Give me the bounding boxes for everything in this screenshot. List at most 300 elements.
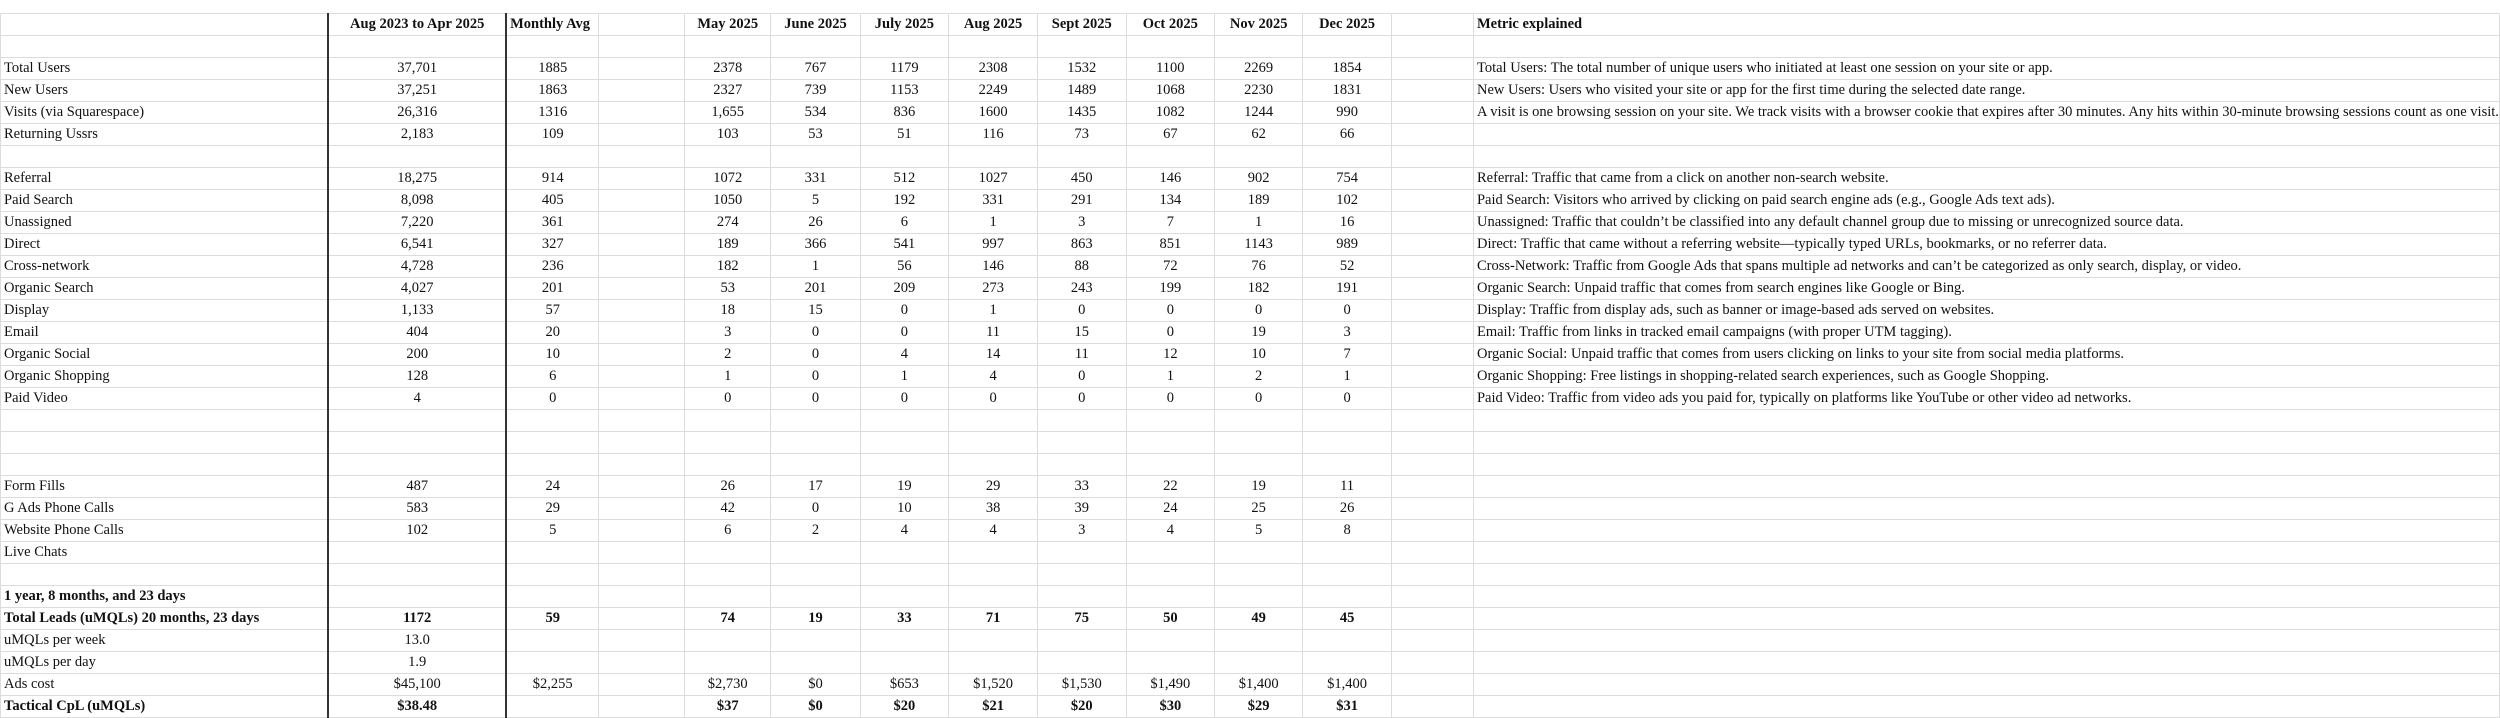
month-value-cell[interactable]: 291 [1037, 190, 1126, 212]
spacer-cell[interactable] [1391, 58, 1473, 80]
monthly-avg-cell[interactable] [506, 410, 599, 432]
month-value-cell[interactable] [949, 630, 1038, 652]
spacer-cell[interactable] [1391, 366, 1473, 388]
month-value-cell[interactable] [685, 630, 771, 652]
month-value-cell[interactable]: 146 [949, 256, 1038, 278]
month-value-cell[interactable]: 2269 [1214, 58, 1303, 80]
blank-cell[interactable] [599, 124, 685, 146]
monthly-avg-cell[interactable]: 29 [506, 498, 599, 520]
month-value-cell[interactable]: 0 [771, 366, 860, 388]
header-cell-month[interactable]: Oct 2025 [1126, 14, 1214, 36]
month-value-cell[interactable]: 0 [860, 322, 949, 344]
month-value-cell[interactable]: 1050 [685, 190, 771, 212]
month-value-cell[interactable]: 102 [1303, 190, 1391, 212]
month-value-cell[interactable] [771, 586, 860, 608]
month-value-cell[interactable] [685, 36, 771, 58]
month-value-cell[interactable]: 76 [1214, 256, 1303, 278]
metric-explained-cell[interactable]: Unassigned: Traffic that couldn’t be classified into any default channel group due to missing or unrecognized source data. [1473, 212, 2499, 234]
month-value-cell[interactable] [771, 652, 860, 674]
row-label-cell[interactable]: Organic Social [1, 344, 329, 366]
spacer-cell[interactable] [1391, 190, 1473, 212]
blank-cell[interactable] [599, 322, 685, 344]
metric-explained-cell[interactable]: New Users: Users who visited your site or app for the first time during the selected date range. [1473, 80, 2499, 102]
month-value-cell[interactable]: 52 [1303, 256, 1391, 278]
month-value-cell[interactable] [1214, 630, 1303, 652]
month-value-cell[interactable]: 0 [771, 322, 860, 344]
spacer-cell[interactable] [1391, 388, 1473, 410]
month-value-cell[interactable] [1037, 586, 1126, 608]
month-value-cell[interactable] [1126, 542, 1214, 564]
month-value-cell[interactable]: 3 [685, 322, 771, 344]
metric-explained-cell[interactable]: Cross-Network: Traffic from Google Ads that spans multiple ad networks and can’t be categorized as only search, display, or video. [1473, 256, 2499, 278]
month-value-cell[interactable] [1303, 432, 1391, 454]
month-value-cell[interactable]: 534 [771, 102, 860, 124]
month-value-cell[interactable] [949, 36, 1038, 58]
total-cell[interactable]: 4,027 [328, 278, 506, 300]
spacer-cell[interactable] [1391, 476, 1473, 498]
row-label-cell[interactable] [1, 410, 329, 432]
total-cell[interactable]: 102 [328, 520, 506, 542]
metric-explained-cell[interactable] [1473, 454, 2499, 476]
blank-cell[interactable] [599, 168, 685, 190]
total-cell[interactable]: 1,133 [328, 300, 506, 322]
metric-explained-cell[interactable] [1473, 432, 2499, 454]
month-value-cell[interactable]: 0 [949, 388, 1038, 410]
month-value-cell[interactable] [771, 564, 860, 586]
month-value-cell[interactable]: 11 [949, 322, 1038, 344]
month-value-cell[interactable] [860, 36, 949, 58]
month-value-cell[interactable]: 989 [1303, 234, 1391, 256]
month-value-cell[interactable]: 1068 [1126, 80, 1214, 102]
blank-cell[interactable] [599, 520, 685, 542]
total-cell[interactable] [328, 146, 506, 168]
month-value-cell[interactable]: 1244 [1214, 102, 1303, 124]
month-value-cell[interactable]: 0 [1303, 388, 1391, 410]
month-value-cell[interactable]: 71 [949, 608, 1038, 630]
blank-cell[interactable] [599, 432, 685, 454]
month-value-cell[interactable]: 6 [685, 520, 771, 542]
month-value-cell[interactable]: $1,400 [1214, 674, 1303, 696]
month-value-cell[interactable]: 0 [771, 388, 860, 410]
metric-explained-cell[interactable]: Total Users: The total number of unique users who initiated at least one session on your site or app. [1473, 58, 2499, 80]
spacer-cell[interactable] [1391, 608, 1473, 630]
month-value-cell[interactable]: 243 [1037, 278, 1126, 300]
month-value-cell[interactable]: 19 [771, 608, 860, 630]
month-value-cell[interactable]: $0 [771, 696, 860, 718]
month-value-cell[interactable] [685, 586, 771, 608]
blank-cell[interactable] [599, 80, 685, 102]
month-value-cell[interactable]: 33 [860, 608, 949, 630]
month-value-cell[interactable]: 26 [771, 212, 860, 234]
row-label-cell[interactable]: Unassigned [1, 212, 329, 234]
metric-explained-cell[interactable] [1473, 146, 2499, 168]
month-value-cell[interactable] [1214, 432, 1303, 454]
month-value-cell[interactable] [1303, 146, 1391, 168]
row-label-cell[interactable]: Live Chats [1, 542, 329, 564]
spacer-cell[interactable] [1391, 542, 1473, 564]
month-value-cell[interactable] [685, 564, 771, 586]
month-value-cell[interactable]: 754 [1303, 168, 1391, 190]
monthly-avg-cell[interactable]: 20 [506, 322, 599, 344]
metric-explained-cell[interactable]: A visit is one browsing session on your site. We track visits with a browser cookie that expires after 30 minutes. Any hits within 30-minute browsing sessions count as one visit. [1473, 102, 2499, 124]
month-value-cell[interactable]: 6 [860, 212, 949, 234]
blank-cell[interactable] [599, 102, 685, 124]
row-label-cell[interactable] [1, 36, 329, 58]
month-value-cell[interactable]: 45 [1303, 608, 1391, 630]
month-value-cell[interactable]: 53 [771, 124, 860, 146]
month-value-cell[interactable] [685, 454, 771, 476]
month-value-cell[interactable]: $31 [1303, 696, 1391, 718]
month-value-cell[interactable]: 0 [1037, 388, 1126, 410]
month-value-cell[interactable] [949, 652, 1038, 674]
month-value-cell[interactable] [1126, 36, 1214, 58]
monthly-avg-cell[interactable]: 59 [506, 608, 599, 630]
month-value-cell[interactable]: 146 [1126, 168, 1214, 190]
month-value-cell[interactable]: 1831 [1303, 80, 1391, 102]
month-value-cell[interactable]: $1,530 [1037, 674, 1126, 696]
month-value-cell[interactable]: 182 [685, 256, 771, 278]
monthly-avg-cell[interactable] [506, 564, 599, 586]
blank-cell[interactable] [599, 542, 685, 564]
month-value-cell[interactable] [860, 432, 949, 454]
blank-cell[interactable] [599, 652, 685, 674]
spacer-cell[interactable] [1391, 454, 1473, 476]
metric-explained-cell[interactable]: Direct: Traffic that came without a referring website—typically typed URLs, bookmarks, or no referrer data. [1473, 234, 2499, 256]
month-value-cell[interactable]: 19 [1214, 322, 1303, 344]
header-cell-blank[interactable] [599, 14, 685, 36]
month-value-cell[interactable]: 11 [1037, 344, 1126, 366]
month-value-cell[interactable]: 39 [1037, 498, 1126, 520]
month-value-cell[interactable]: 2308 [949, 58, 1038, 80]
month-value-cell[interactable]: 1 [1214, 212, 1303, 234]
row-label-cell[interactable]: Paid Search [1, 190, 329, 212]
month-value-cell[interactable]: 1854 [1303, 58, 1391, 80]
metric-explained-cell[interactable]: Email: Traffic from links in tracked email campaigns (with proper UTM tagging). [1473, 322, 2499, 344]
month-value-cell[interactable]: 19 [860, 476, 949, 498]
month-value-cell[interactable]: 17 [771, 476, 860, 498]
month-value-cell[interactable]: 29 [949, 476, 1038, 498]
blank-cell[interactable] [599, 366, 685, 388]
monthly-avg-cell[interactable]: 6 [506, 366, 599, 388]
month-value-cell[interactable]: 902 [1214, 168, 1303, 190]
row-label-cell[interactable]: uMQLs per day [1, 652, 329, 674]
month-value-cell[interactable]: 4 [1126, 520, 1214, 542]
month-value-cell[interactable]: $653 [860, 674, 949, 696]
row-label-cell[interactable]: uMQLs per week [1, 630, 329, 652]
month-value-cell[interactable] [685, 652, 771, 674]
month-value-cell[interactable] [949, 410, 1038, 432]
spacer-cell[interactable] [1391, 124, 1473, 146]
metric-explained-cell[interactable] [1473, 608, 2499, 630]
total-cell[interactable]: 18,275 [328, 168, 506, 190]
spacer-cell[interactable] [1391, 696, 1473, 718]
month-value-cell[interactable] [1303, 542, 1391, 564]
month-value-cell[interactable]: 2327 [685, 80, 771, 102]
month-value-cell[interactable]: 51 [860, 124, 949, 146]
total-cell[interactable]: 13.0 [328, 630, 506, 652]
row-label-cell[interactable] [1, 564, 329, 586]
row-label-cell[interactable] [1, 454, 329, 476]
metric-explained-cell[interactable] [1473, 564, 2499, 586]
row-label-cell[interactable] [1, 146, 329, 168]
blank-cell[interactable] [599, 476, 685, 498]
row-label-cell[interactable]: Referral [1, 168, 329, 190]
monthly-avg-cell[interactable]: 1863 [506, 80, 599, 102]
month-value-cell[interactable]: 7 [1303, 344, 1391, 366]
blank-cell[interactable] [599, 146, 685, 168]
month-value-cell[interactable]: 366 [771, 234, 860, 256]
month-value-cell[interactable]: 0 [685, 388, 771, 410]
month-value-cell[interactable]: 0 [1214, 388, 1303, 410]
month-value-cell[interactable]: 5 [771, 190, 860, 212]
month-value-cell[interactable]: 1489 [1037, 80, 1126, 102]
spacer-cell[interactable] [1391, 586, 1473, 608]
month-value-cell[interactable]: 1153 [860, 80, 949, 102]
month-value-cell[interactable]: 0 [1037, 300, 1126, 322]
month-value-cell[interactable]: 16 [1303, 212, 1391, 234]
spacer-cell[interactable] [1391, 498, 1473, 520]
total-cell[interactable]: 7,220 [328, 212, 506, 234]
metric-explained-cell[interactable] [1473, 498, 2499, 520]
month-value-cell[interactable]: 2378 [685, 58, 771, 80]
metric-explained-cell[interactable] [1473, 410, 2499, 432]
total-cell[interactable]: 4 [328, 388, 506, 410]
blank-cell[interactable] [599, 674, 685, 696]
month-value-cell[interactable]: 19 [1214, 476, 1303, 498]
spacer-cell[interactable] [1391, 300, 1473, 322]
row-label-cell[interactable]: Email [1, 322, 329, 344]
month-value-cell[interactable]: 1 [949, 212, 1038, 234]
month-value-cell[interactable]: 2 [1214, 366, 1303, 388]
monthly-avg-cell[interactable] [506, 652, 599, 674]
month-value-cell[interactable] [685, 146, 771, 168]
month-value-cell[interactable] [860, 410, 949, 432]
month-value-cell[interactable]: 851 [1126, 234, 1214, 256]
metric-explained-cell[interactable] [1473, 652, 2499, 674]
month-value-cell[interactable]: 42 [685, 498, 771, 520]
month-value-cell[interactable]: 863 [1037, 234, 1126, 256]
monthly-avg-cell[interactable]: 361 [506, 212, 599, 234]
month-value-cell[interactable]: 189 [685, 234, 771, 256]
row-label-cell[interactable]: Ads cost [1, 674, 329, 696]
month-value-cell[interactable] [1303, 410, 1391, 432]
month-value-cell[interactable]: 990 [1303, 102, 1391, 124]
row-label-cell[interactable]: Total Users [1, 58, 329, 80]
monthly-avg-cell[interactable] [506, 36, 599, 58]
month-value-cell[interactable] [1126, 564, 1214, 586]
month-value-cell[interactable]: 273 [949, 278, 1038, 300]
row-label-cell[interactable]: Returning Ussrs [1, 124, 329, 146]
total-cell[interactable] [328, 542, 506, 564]
month-value-cell[interactable]: 541 [860, 234, 949, 256]
month-value-cell[interactable] [1037, 542, 1126, 564]
month-value-cell[interactable]: 767 [771, 58, 860, 80]
row-label-cell[interactable]: Organic Search [1, 278, 329, 300]
month-value-cell[interactable]: 11 [1303, 476, 1391, 498]
month-value-cell[interactable]: $21 [949, 696, 1038, 718]
month-value-cell[interactable] [1214, 564, 1303, 586]
metric-explained-cell[interactable]: Referral: Traffic that came from a click on another non-search website. [1473, 168, 2499, 190]
month-value-cell[interactable]: 26 [1303, 498, 1391, 520]
month-value-cell[interactable]: $1,490 [1126, 674, 1214, 696]
blank-cell[interactable] [599, 58, 685, 80]
header-cell-month[interactable]: July 2025 [860, 14, 949, 36]
row-label-cell[interactable]: Tactical CpL (uMQLs) [1, 696, 329, 718]
total-cell[interactable]: 1.9 [328, 652, 506, 674]
month-value-cell[interactable] [1037, 432, 1126, 454]
month-value-cell[interactable]: 739 [771, 80, 860, 102]
month-value-cell[interactable]: 67 [1126, 124, 1214, 146]
month-value-cell[interactable]: 103 [685, 124, 771, 146]
month-value-cell[interactable]: 8 [1303, 520, 1391, 542]
month-value-cell[interactable]: 26 [685, 476, 771, 498]
row-label-cell[interactable]: New Users [1, 80, 329, 102]
month-value-cell[interactable]: 331 [771, 168, 860, 190]
month-value-cell[interactable]: 274 [685, 212, 771, 234]
metric-explained-cell[interactable] [1473, 674, 2499, 696]
month-value-cell[interactable]: 15 [1037, 322, 1126, 344]
spacer-cell[interactable] [1391, 36, 1473, 58]
blank-cell[interactable] [599, 454, 685, 476]
spacer-cell[interactable] [1391, 520, 1473, 542]
spacer-cell[interactable] [1391, 652, 1473, 674]
month-value-cell[interactable]: 14 [949, 344, 1038, 366]
month-value-cell[interactable] [1126, 146, 1214, 168]
month-value-cell[interactable] [771, 432, 860, 454]
metric-explained-cell[interactable] [1473, 696, 2499, 718]
month-value-cell[interactable]: 1179 [860, 58, 949, 80]
metric-explained-cell[interactable] [1473, 476, 2499, 498]
month-value-cell[interactable] [1126, 410, 1214, 432]
total-cell[interactable]: 4,728 [328, 256, 506, 278]
metric-explained-cell[interactable]: Organic Shopping: Free listings in shopping-related search experiences, such as Google Shopping. [1473, 366, 2499, 388]
month-value-cell[interactable] [771, 36, 860, 58]
month-value-cell[interactable] [1126, 432, 1214, 454]
month-value-cell[interactable]: 836 [860, 102, 949, 124]
month-value-cell[interactable]: 10 [1214, 344, 1303, 366]
total-cell[interactable] [328, 564, 506, 586]
month-value-cell[interactable] [1037, 36, 1126, 58]
metric-explained-cell[interactable] [1473, 520, 2499, 542]
month-value-cell[interactable]: 0 [771, 498, 860, 520]
row-label-cell[interactable]: Display [1, 300, 329, 322]
spacer-cell[interactable] [1391, 322, 1473, 344]
monthly-avg-cell[interactable]: 236 [506, 256, 599, 278]
month-value-cell[interactable]: 56 [860, 256, 949, 278]
month-value-cell[interactable] [860, 454, 949, 476]
total-cell[interactable] [328, 432, 506, 454]
spacer-cell[interactable] [1391, 102, 1473, 124]
blank-cell[interactable] [599, 300, 685, 322]
month-value-cell[interactable]: 1 [685, 366, 771, 388]
monthly-avg-cell[interactable]: 0 [506, 388, 599, 410]
header-cell-month[interactable]: May 2025 [685, 14, 771, 36]
month-value-cell[interactable]: 1082 [1126, 102, 1214, 124]
month-value-cell[interactable]: 191 [1303, 278, 1391, 300]
month-value-cell[interactable]: 4 [949, 366, 1038, 388]
month-value-cell[interactable]: 0 [1214, 300, 1303, 322]
total-cell[interactable] [328, 36, 506, 58]
spacer-cell[interactable] [1391, 674, 1473, 696]
total-cell[interactable] [328, 586, 506, 608]
month-value-cell[interactable]: 1,655 [685, 102, 771, 124]
spacer-cell[interactable] [1391, 630, 1473, 652]
total-cell[interactable]: 128 [328, 366, 506, 388]
month-value-cell[interactable]: 22 [1126, 476, 1214, 498]
month-value-cell[interactable]: 3 [1037, 520, 1126, 542]
header-cell-monthly-avg[interactable]: Monthly Avg [506, 14, 599, 36]
metric-explained-cell[interactable] [1473, 542, 2499, 564]
month-value-cell[interactable]: 4 [949, 520, 1038, 542]
month-value-cell[interactable] [1126, 652, 1214, 674]
spacer-cell[interactable] [1391, 564, 1473, 586]
blank-cell[interactable] [599, 234, 685, 256]
total-cell[interactable]: $38.48 [328, 696, 506, 718]
month-value-cell[interactable]: 0 [1303, 300, 1391, 322]
blank-cell[interactable] [599, 388, 685, 410]
month-value-cell[interactable] [1214, 454, 1303, 476]
month-value-cell[interactable]: 1072 [685, 168, 771, 190]
month-value-cell[interactable]: 0 [1037, 366, 1126, 388]
monthly-avg-cell[interactable] [506, 696, 599, 718]
month-value-cell[interactable]: 997 [949, 234, 1038, 256]
month-value-cell[interactable]: 5 [1214, 520, 1303, 542]
month-value-cell[interactable]: 189 [1214, 190, 1303, 212]
month-value-cell[interactable]: 1532 [1037, 58, 1126, 80]
month-value-cell[interactable] [1126, 630, 1214, 652]
month-value-cell[interactable] [1037, 410, 1126, 432]
month-value-cell[interactable]: 0 [1126, 300, 1214, 322]
month-value-cell[interactable]: 3 [1037, 212, 1126, 234]
row-label-cell[interactable]: G Ads Phone Calls [1, 498, 329, 520]
month-value-cell[interactable] [771, 454, 860, 476]
month-value-cell[interactable]: $2,730 [685, 674, 771, 696]
metric-explained-cell[interactable]: Paid Video: Traffic from video ads you paid for, typically on platforms like YouTube or other video ad networks. [1473, 388, 2499, 410]
header-cell-total[interactable]: Aug 2023 to Apr 2025 [328, 14, 506, 36]
month-value-cell[interactable]: 24 [1126, 498, 1214, 520]
spacer-cell[interactable] [1391, 256, 1473, 278]
month-value-cell[interactable]: 134 [1126, 190, 1214, 212]
spacer-cell[interactable] [1391, 344, 1473, 366]
month-value-cell[interactable] [1126, 454, 1214, 476]
metric-explained-cell[interactable]: Organic Search: Unpaid traffic that comes from search engines like Google or Bing. [1473, 278, 2499, 300]
month-value-cell[interactable]: 1143 [1214, 234, 1303, 256]
month-value-cell[interactable] [771, 410, 860, 432]
header-cell-spacer[interactable] [1391, 14, 1473, 36]
monthly-avg-cell[interactable]: 10 [506, 344, 599, 366]
blank-cell[interactable] [599, 36, 685, 58]
monthly-avg-cell[interactable]: 1316 [506, 102, 599, 124]
row-label-cell[interactable]: Organic Shopping [1, 366, 329, 388]
blank-cell[interactable] [599, 256, 685, 278]
month-value-cell[interactable] [860, 146, 949, 168]
spacer-cell[interactable] [1391, 234, 1473, 256]
month-value-cell[interactable]: $1,400 [1303, 674, 1391, 696]
spacer-cell[interactable] [1391, 168, 1473, 190]
header-cell-month[interactable]: June 2025 [771, 14, 860, 36]
month-value-cell[interactable]: 209 [860, 278, 949, 300]
blank-cell[interactable] [599, 344, 685, 366]
monthly-avg-cell[interactable]: 1885 [506, 58, 599, 80]
month-value-cell[interactable]: 38 [949, 498, 1038, 520]
month-value-cell[interactable]: 2249 [949, 80, 1038, 102]
month-value-cell[interactable]: 0 [860, 388, 949, 410]
total-cell[interactable] [328, 410, 506, 432]
month-value-cell[interactable]: 1600 [949, 102, 1038, 124]
spacer-cell[interactable] [1391, 80, 1473, 102]
month-value-cell[interactable]: 25 [1214, 498, 1303, 520]
month-value-cell[interactable] [1303, 454, 1391, 476]
